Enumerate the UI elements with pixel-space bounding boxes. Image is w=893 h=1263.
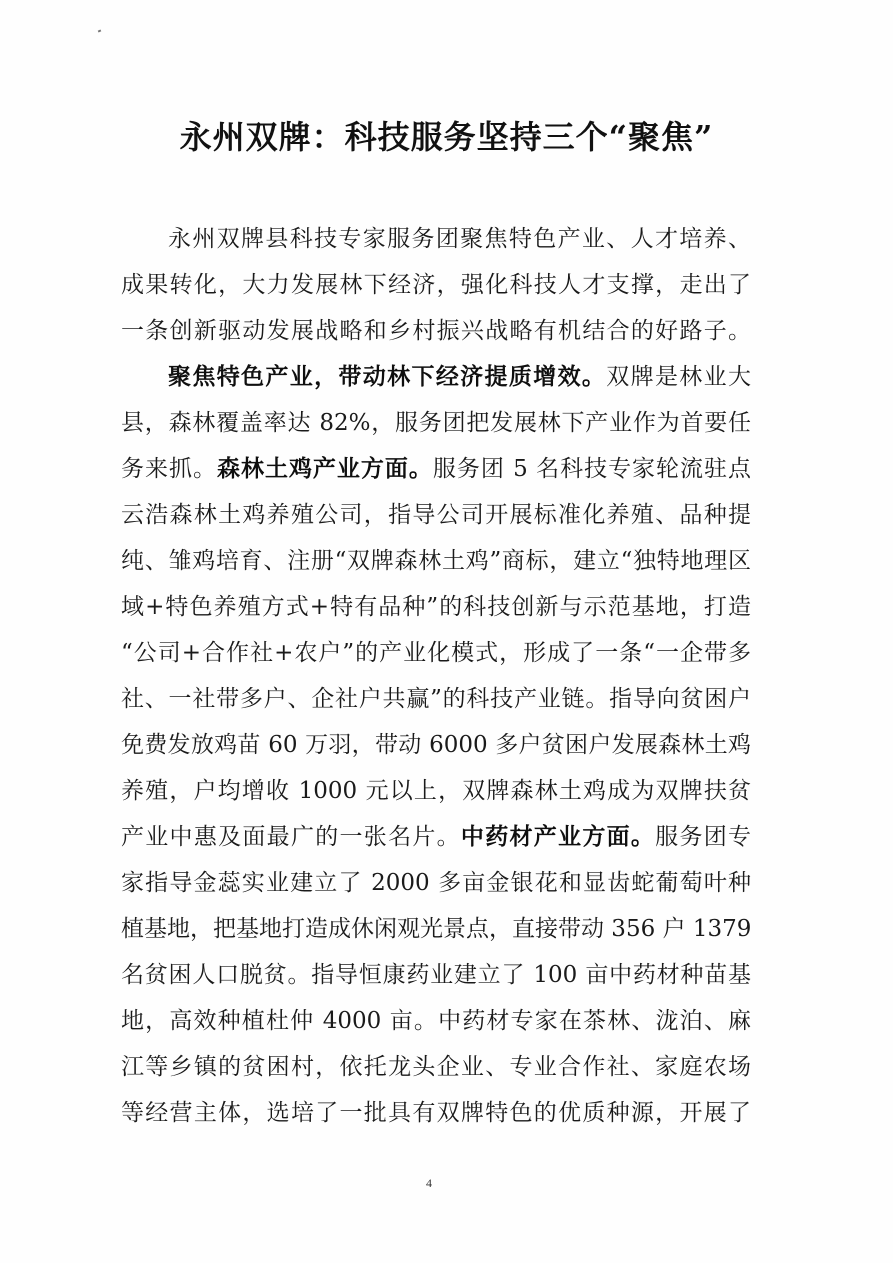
line-text: 双牌是林业大 (606, 364, 752, 390)
paragraph-line (121, 262, 751, 308)
paragraph-line (168, 216, 751, 262)
line-text: 社、一社带多户、企社户共赢”的科技产业链。指导向贫困户 (121, 686, 751, 712)
paragraph-line (121, 952, 751, 998)
line-text: 地，高效种植杜仲 4000 亩。中药材专家在茶林、泷泊、麻 (121, 1008, 751, 1034)
paragraph-line (121, 906, 751, 952)
line-text: 养殖，户均增收 1000 元以上，双牌森林土鸡成为双牌扶贫 (121, 778, 751, 804)
paragraph-line (121, 722, 751, 768)
line-text: 县，森林覆盖率达 82%，服务团把发展林下产业作为首要任 (121, 410, 751, 436)
paragraph-line (121, 768, 751, 814)
line-text: 成果转化，大力发展林下经济，强化科技人才支撑，走出了 (121, 272, 751, 298)
line-text: 名贫困人口脱贫。指导恒康药业建立了 100 亩中药材种苗基 (121, 962, 751, 988)
line-text: 域+特色养殖方式+特有品种”的科技创新与示范基地，打造 (121, 594, 751, 620)
paragraph-line (121, 446, 751, 492)
paragraph-line (121, 630, 751, 676)
line-text: 云浩森林土鸡养殖公司，指导公司开展标准化养殖、品种提 (121, 502, 751, 528)
line-text: 服务团 5 名科技专家轮流驻点 (432, 456, 752, 482)
line-text: 服务团专 (655, 824, 752, 850)
line-text: 江等乡镇的贫困村，依托龙头企业、专业合作社、家庭农场 (121, 1054, 751, 1080)
line-text: 免费发放鸡苗 60 万羽，带动 6000 多户贫困户发展森林土鸡 (121, 732, 751, 758)
paragraph-line (121, 1090, 751, 1136)
line-text: 植基地，把基地打造成休闲观光景点，直接带动 356 户 1379 (121, 916, 752, 942)
scan-speck (98, 29, 102, 32)
paragraph-line (121, 584, 751, 630)
paragraph-line (121, 400, 751, 446)
paragraph-line (121, 860, 751, 906)
paragraph-line (121, 676, 751, 722)
line-text: 务来抓。 (121, 456, 217, 482)
line-text: “公司+合作社+农户”的产业化模式，形成了一条“一企带多 (121, 640, 751, 666)
line-text: 产业中惠及面最广的一张名片。 (121, 824, 461, 850)
paragraph-line (121, 492, 751, 538)
page-number: 4 (426, 1176, 432, 1190)
line-text: 一条创新驱动发展战略和乡村振兴战略有机结合的好路子。 (121, 318, 751, 344)
paragraph-line (168, 354, 751, 400)
line-text: 等经营主体，选培了一批具有双牌特色的优质种源，开展了 (121, 1100, 751, 1126)
line-text: 纯、雏鸡培育、注册“双牌森林土鸡”商标，建立“独特地理区 (121, 548, 751, 574)
subsection-heading: 森林土鸡产业方面。 (216, 455, 433, 482)
paragraph-line (121, 1044, 751, 1090)
paragraph-line (121, 814, 751, 860)
line-text: 家指导金蕊实业建立了 2000 多亩金银花和显齿蛇葡萄叶种 (121, 870, 751, 896)
section-heading: 聚焦特色产业，带动林下经济提质增效。 (168, 363, 607, 390)
subsection-heading: 中药材产业方面。 (460, 823, 656, 850)
document-title: 永州双牌：科技服务坚持三个“聚焦” (179, 118, 714, 156)
paragraph-line (121, 538, 751, 584)
line-text: 永州双牌县科技专家服务团聚焦特色产业、人才培养、 (168, 226, 751, 252)
paragraph-line (121, 998, 751, 1044)
paragraph-line (121, 308, 751, 354)
